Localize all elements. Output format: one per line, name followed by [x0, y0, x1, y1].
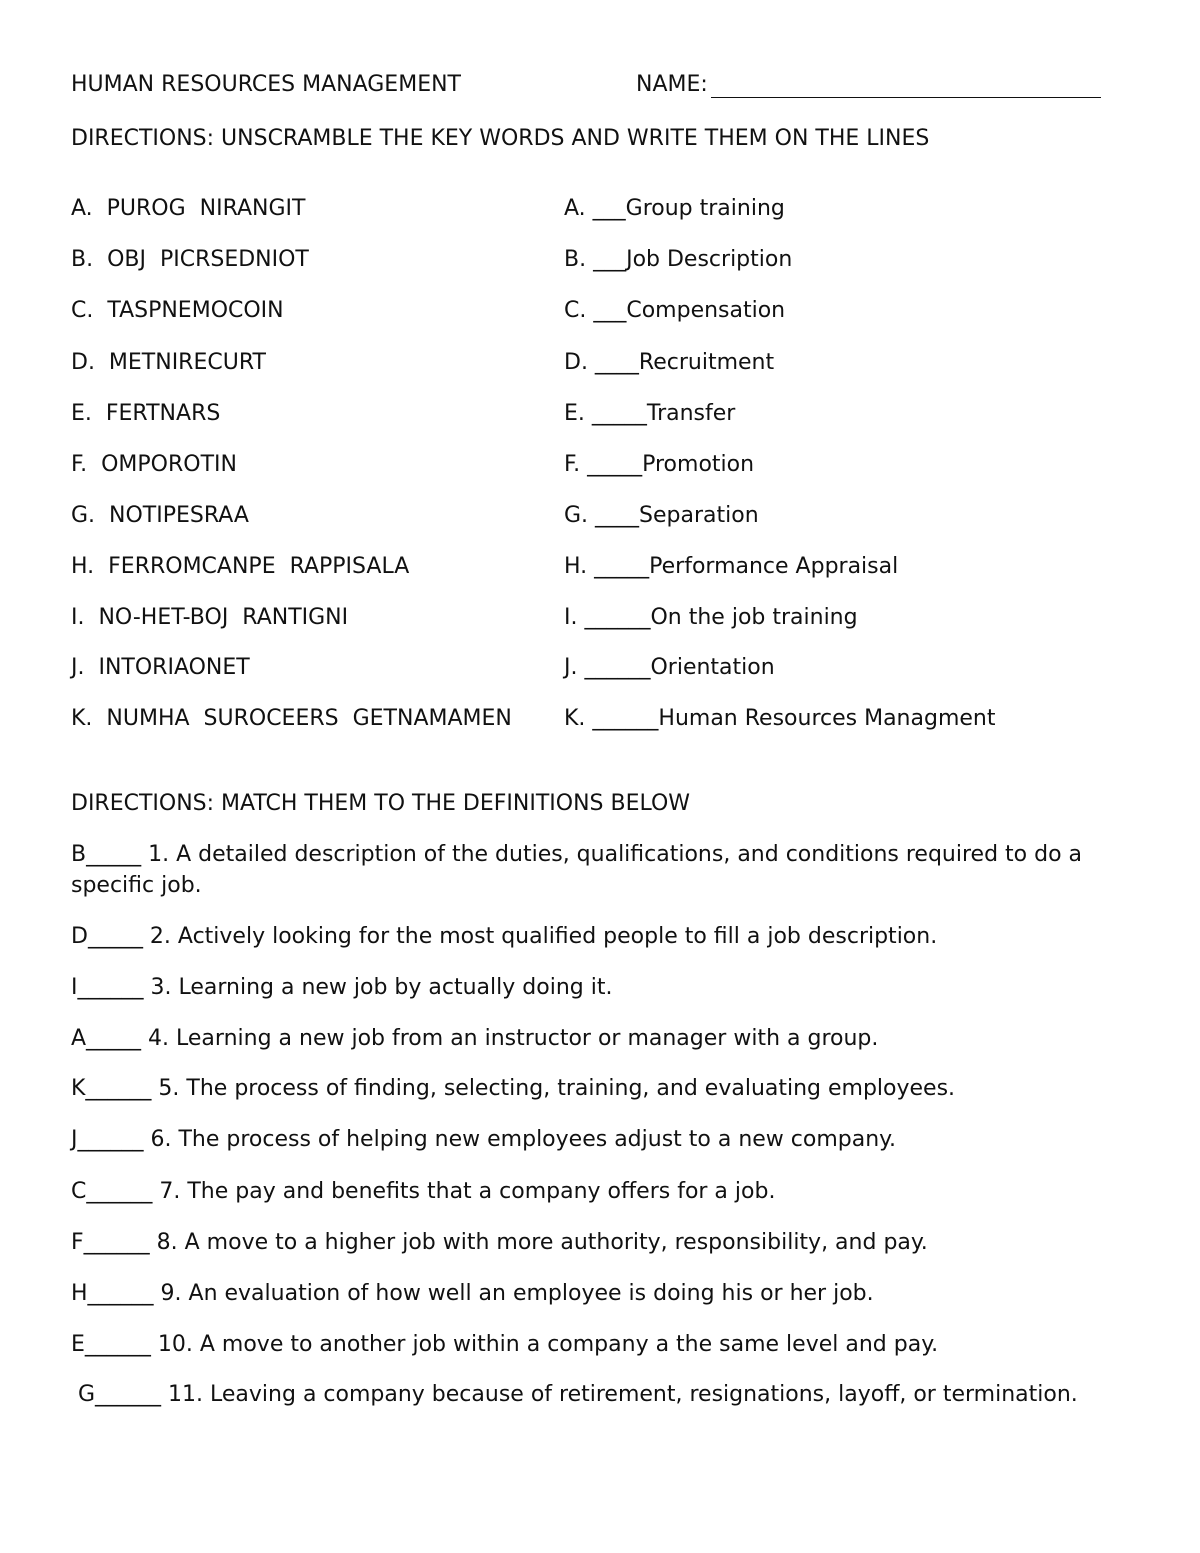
answer-line: F. _____Promotion: [564, 452, 755, 477]
scrambled-word: J. INTORIAONET: [71, 655, 250, 680]
answer-line: I. ______On the job training: [564, 605, 858, 630]
definition-item: A_____ 4. Learning a new job from an instructor or manager with a group.: [71, 1026, 879, 1051]
definition-item: I______ 3. Learning a new job by actually doing it.: [71, 975, 613, 1000]
scrambled-word: H. FERROMCANPE RAPPISALA: [71, 554, 410, 579]
name-blank-line[interactable]: [711, 97, 1101, 98]
scrambled-word: E. FERTNARS: [71, 401, 221, 426]
definition-item: B_____ 1. A detailed description of the duties, qualifications, and conditions required to do a specific job.: [71, 842, 1083, 898]
scrambled-word: G. NOTIPESRAA: [71, 503, 249, 528]
definition-item: F______ 8. A move to a higher job with more authority, responsibility, and pay.: [71, 1230, 928, 1255]
answer-line: E. _____Transfer: [564, 401, 736, 426]
answer-line: K. ______Human Resources Managment: [564, 706, 996, 731]
scrambled-word: K. NUMHA SUROCEERS GETNAMAMEN: [71, 706, 512, 731]
definition-item: E______ 10. A move to another job within a company a the same level and pay.: [71, 1332, 939, 1357]
answer-line: D. ____Recruitment: [564, 350, 775, 375]
worksheet-title: HUMAN RESOURCES MANAGEMENT: [71, 72, 461, 97]
definition-item: J______ 6. The process of helping new employees adjust to a new company.: [71, 1127, 897, 1152]
scrambled-word: D. METNIRECURT: [71, 350, 266, 375]
scrambled-word: A. PUROG NIRANGIT: [71, 196, 306, 221]
definition-item: D_____ 2. Actively looking for the most qualified people to fill a job description.: [71, 924, 938, 949]
definition-item: K______ 5. The process of finding, selecting, training, and evaluating employees.: [71, 1076, 956, 1101]
answer-line: C. ___Compensation: [564, 298, 786, 323]
answer-line: A. ___Group training: [564, 196, 785, 221]
scrambled-word: B. OBJ PICRSEDNIOT: [71, 247, 309, 272]
scrambled-word: C. TASPNEMOCOIN: [71, 298, 284, 323]
answer-line: H. _____Performance Appraisal: [564, 554, 899, 579]
scrambled-word: I. NO-HET-BOJ RANTIGNI: [71, 605, 349, 630]
answer-line: J. ______Orientation: [564, 655, 775, 680]
definition-item: G______ 11. Leaving a company because of retirement, resignations, layoff, or termination.: [71, 1382, 1078, 1407]
scrambled-word: F. OMPOROTIN: [71, 452, 237, 477]
match-directions: DIRECTIONS: MATCH THEM TO THE DEFINITIONS BELOW: [71, 791, 691, 816]
unscramble-directions: DIRECTIONS: UNSCRAMBLE THE KEY WORDS AND WRITE THEM ON THE LINES: [71, 126, 930, 151]
definition-item: H______ 9. An evaluation of how well an employee is doing his or her job.: [71, 1281, 874, 1306]
answer-line: B. ___Job Description: [564, 247, 793, 272]
answer-line: G. ____Separation: [564, 503, 759, 528]
definition-item: C______ 7. The pay and benefits that a company offers for a job.: [71, 1179, 776, 1204]
name-label: NAME:: [636, 72, 708, 97]
